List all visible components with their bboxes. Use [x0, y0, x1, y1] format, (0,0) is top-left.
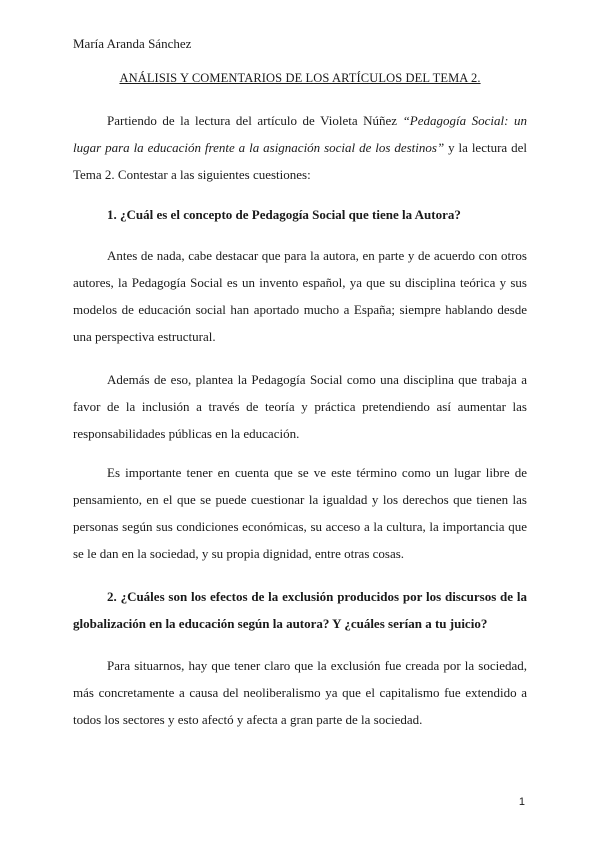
- question-2-heading: 2. ¿Cuáles son los efectos de la exclusión producidos por los discursos de la globalización en la educación según la autora? Y ¿cuáles serían a tu juicio?: [73, 589, 527, 631]
- article-title: “Pedagogía Social: un lugar para la educación frente a la asignación social de los destinos”: [73, 113, 527, 155]
- q1-paragraph-1: Antes de nada, cabe destacar que para la autora, en parte y de acuerdo con otros autores, la Pedagogía Social es un invento español, ya que su disciplina teórica y sus modelos de educación social han aportado mucho a España; siempre hablando desde una perspectiva estructural.: [73, 248, 527, 344]
- intro-paragraph: [73, 107, 527, 188]
- document-title: ANÁLISIS Y COMENTARIOS DE LOS ARTÍCULOS DEL TEMA 2.: [119, 71, 481, 85]
- intro-lead: Partiendo de la lectura del artículo de Violeta Núñez: [107, 113, 403, 128]
- q1-paragraph-3: Es importante tener en cuenta que se ve este término como un lugar libre de pensamiento, en el que se puede cuestionar la igualdad y los derechos que tienen las personas según sus condiciones económicas, su acceso a la cultura, la importancia que se le dan en la sociedad, y su propia dignidad, entre otras cosas.: [73, 465, 527, 561]
- intro-tail: y la lectura del Tema 2. Contestar a las siguientes cuestiones:: [73, 140, 527, 182]
- author-name: María Aranda Sánchez: [73, 36, 192, 51]
- question-1-heading: 1. ¿Cuál es el concepto de Pedagogía Social que tiene la Autora?: [107, 207, 461, 222]
- q2-paragraph-1: Para situarnos, hay que tener claro que la exclusión fue creada por la sociedad, más concretamente a causa del neoliberalismo ya que el capitalismo fue extendido a todos los sectores y esto afectó y afecta a gran parte de la sociedad.: [73, 658, 527, 727]
- page-number: 1: [518, 796, 525, 808]
- q1-paragraph-2: Además de eso, plantea la Pedagogía Social como una disciplina que trabaja a favor de la inclusión a través de teoría y práctica pretendiendo así aumentar las responsabilidades públicas en la educación.: [73, 372, 527, 441]
